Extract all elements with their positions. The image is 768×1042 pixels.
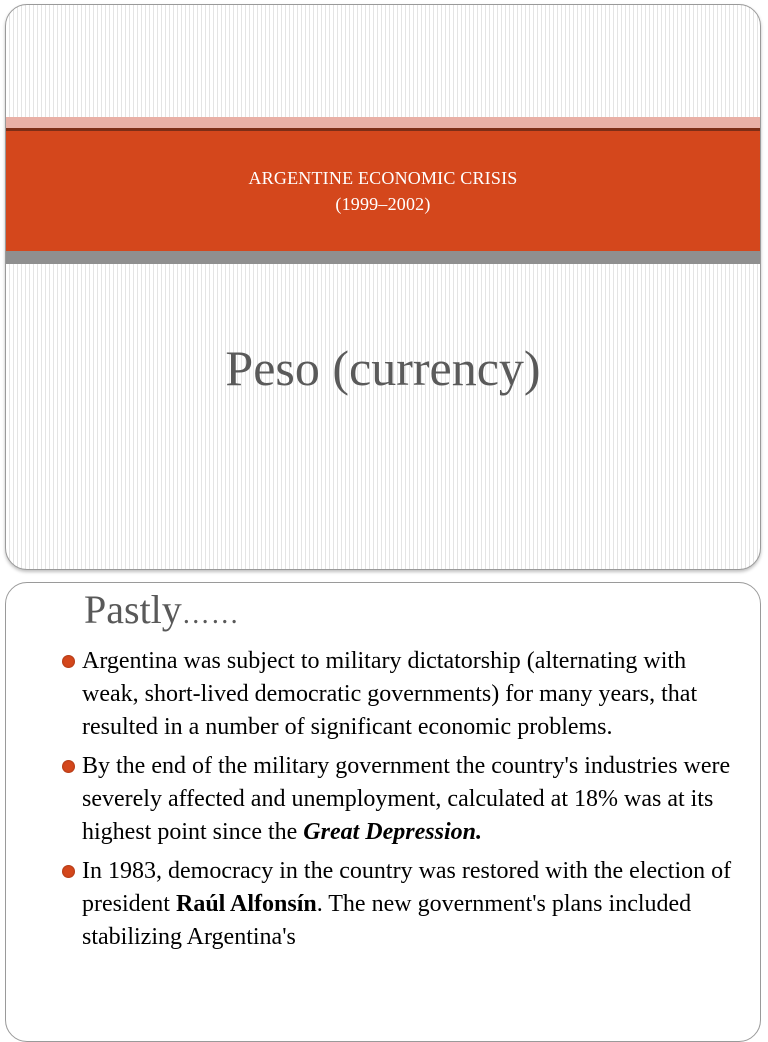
band-title-line2: (1999–2002) — [335, 194, 431, 214]
title-band — [6, 131, 760, 251]
list-item — [62, 645, 742, 744]
bullet-dot-icon — [62, 760, 75, 773]
band-gray-stripe — [6, 251, 760, 264]
list-item — [62, 750, 742, 849]
bullet-dot-icon — [62, 865, 75, 878]
bullet-emphasis: Great Depression. — [303, 819, 482, 845]
bullet-text-continued: . The new government's plans included stabilizing Argentina's — [82, 891, 692, 950]
bullet-text: In 1983, democracy in the country was restored with the election of president — [82, 858, 732, 917]
bullet-emphasis: Raúl Alfonsín — [175, 891, 317, 917]
bullet-text: By the end of the military government the country's industries were severely affected and unemployment, calculated at 18% was at its highest point since the — [82, 753, 731, 845]
band-title-line1: ARGENTINE ECONOMIC CRISIS — [248, 168, 518, 188]
title-slide[interactable] — [5, 4, 761, 570]
heading-ellipsis: …… — [181, 599, 240, 630]
bullet-list — [62, 645, 742, 960]
bullet-dot-icon — [62, 655, 75, 668]
band-highlight-stripe — [6, 117, 760, 128]
content-slide[interactable] — [5, 582, 761, 1042]
list-item — [62, 855, 742, 954]
bullet-text: Argentina was subject to military dictatorship (alternating with weak, short-lived democratic governments) for many years, that resulted in a number of significant economic problems. — [82, 648, 698, 740]
heading-text: Pastly — [84, 587, 182, 632]
slide-main-title: Peso (currency) — [225, 340, 541, 396]
slide-heading — [84, 585, 240, 640]
